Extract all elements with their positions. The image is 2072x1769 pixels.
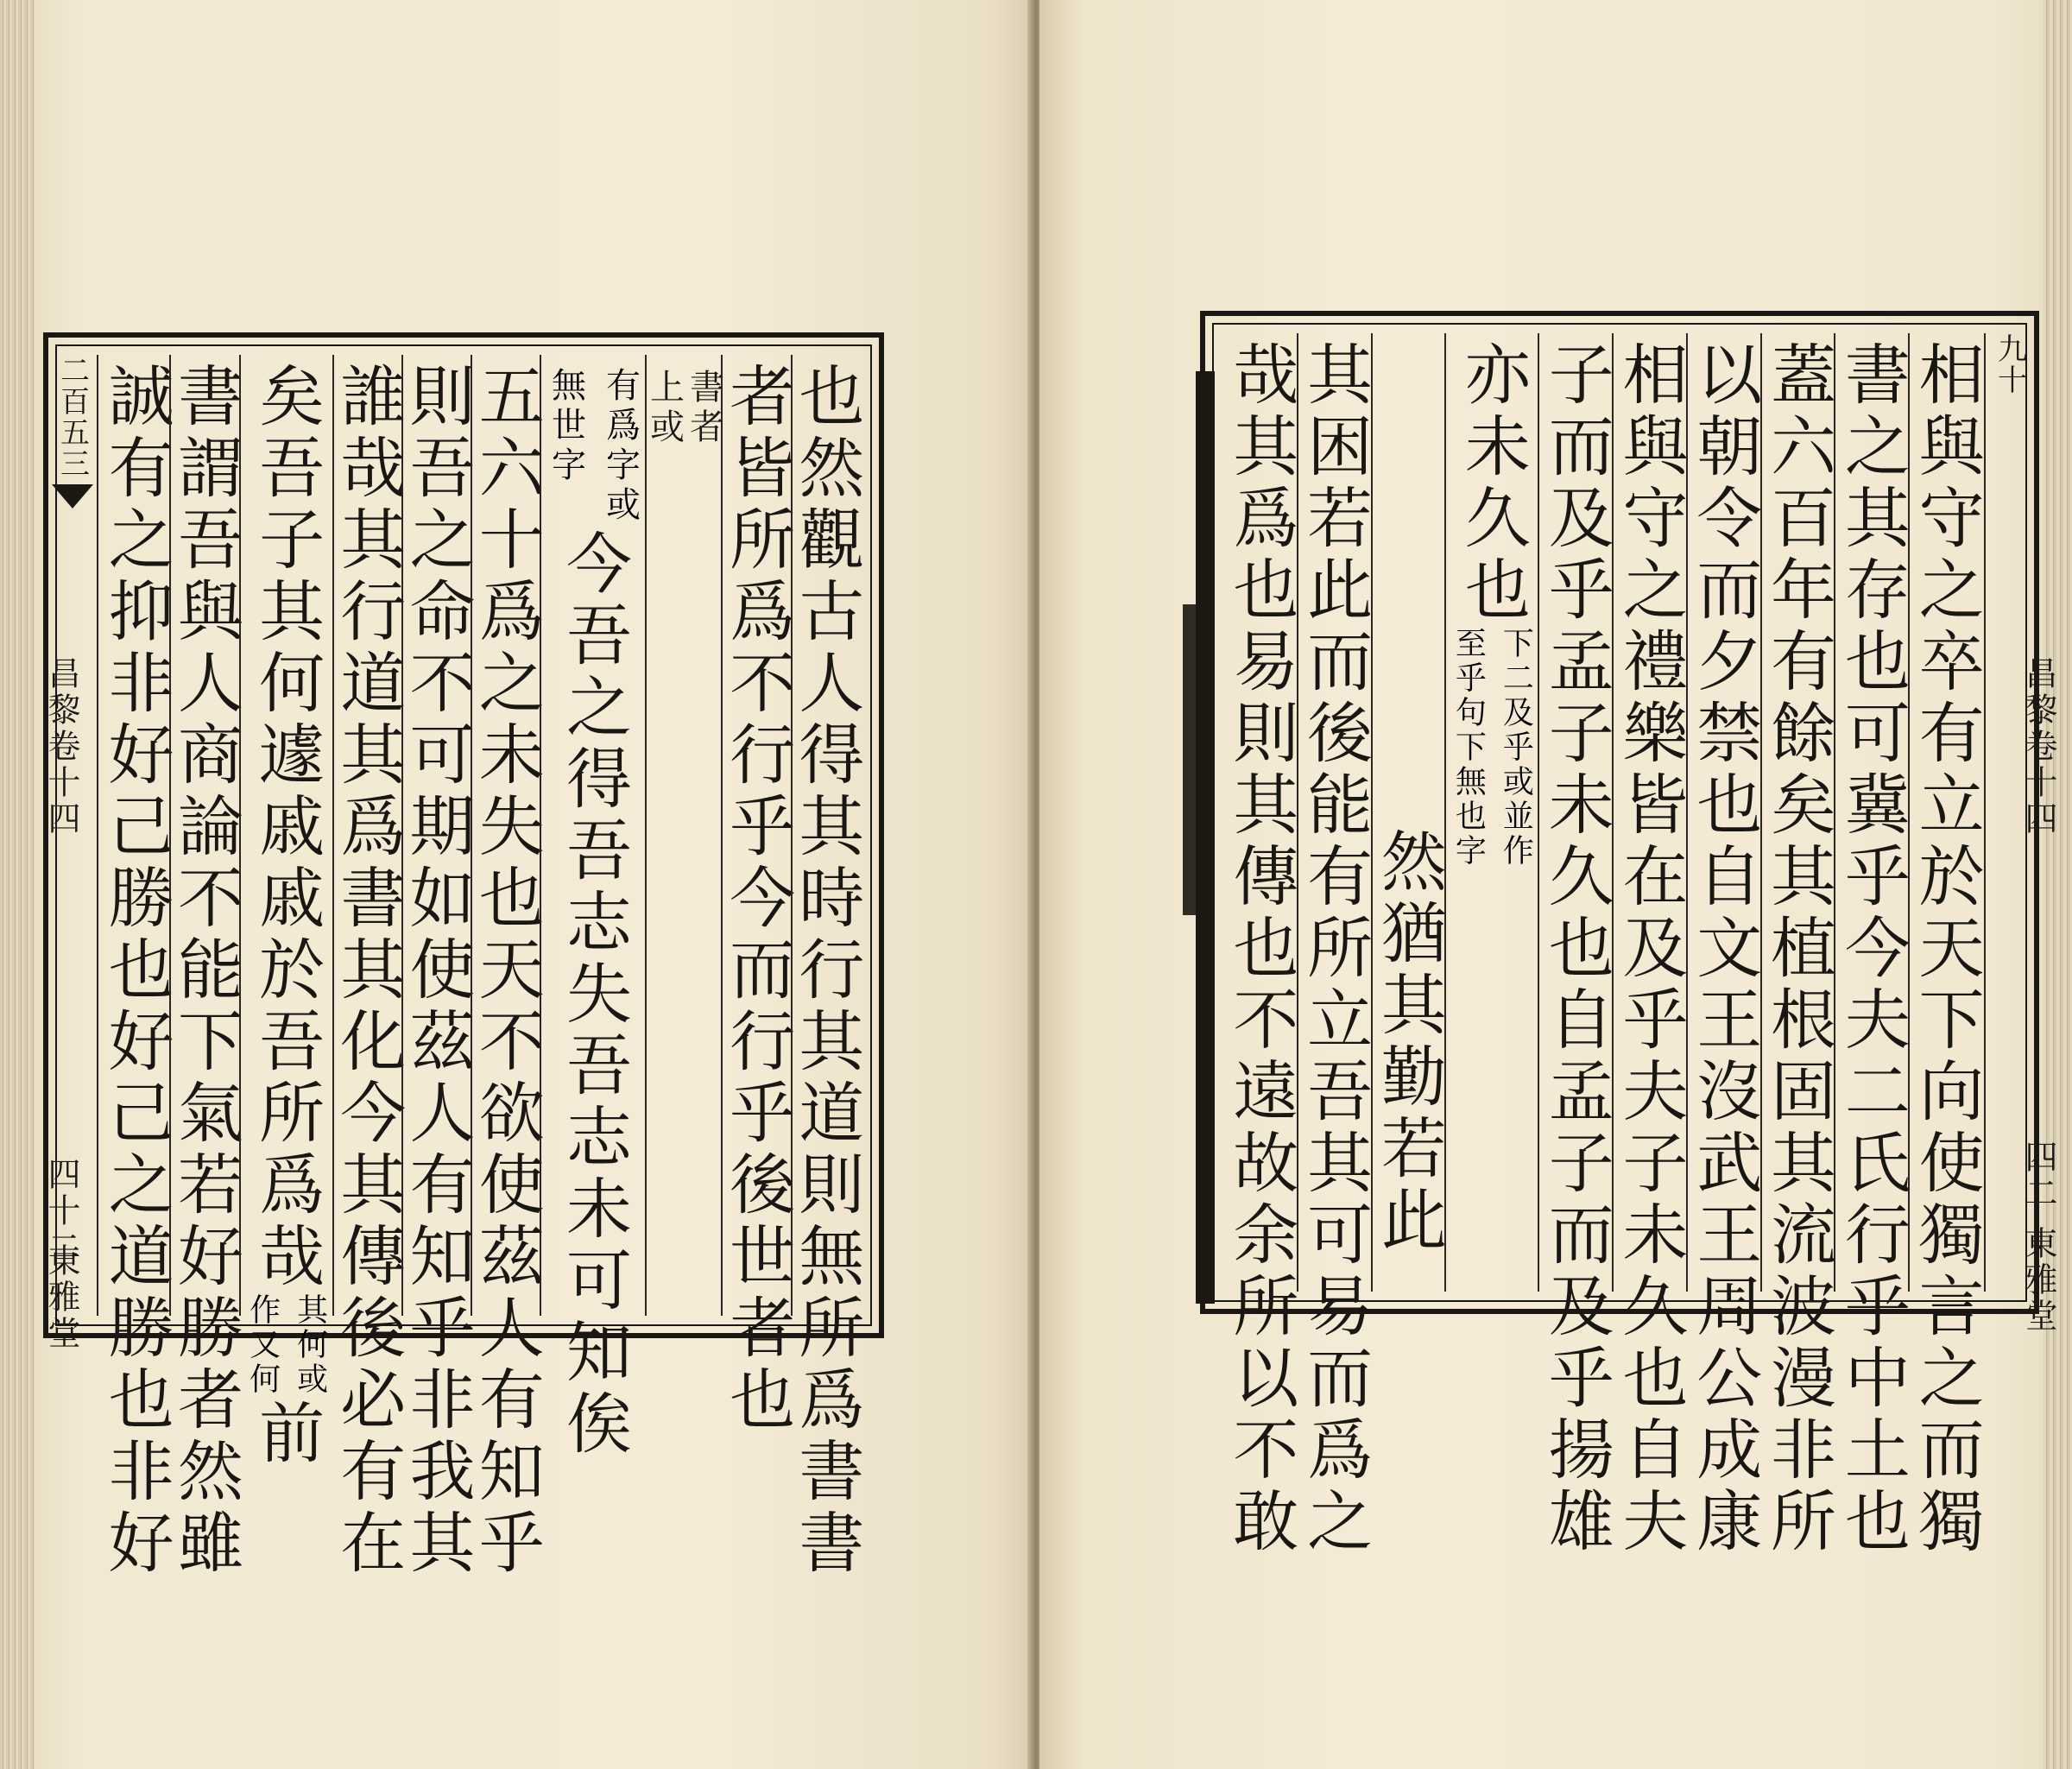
column: [1538, 333, 1615, 1558]
annotation-pair: [541, 355, 645, 526]
column-text: 相與守之卒有立於天下向使獨言之而獨: [1908, 340, 1986, 1558]
column-text: 誠有之抑非好己勝也好己之道勝也非好: [98, 362, 175, 1580]
column: [1222, 333, 1299, 1558]
annotation-column: [644, 355, 724, 1316]
edge-title-left: 昌黎卷十四: [42, 656, 80, 837]
column: [718, 355, 796, 1437]
column-with-note: [540, 355, 645, 1461]
annotation-line: 作又何: [244, 1293, 281, 1397]
column-text: 書謂吾與人商論不能下氣若好勝者然雖: [167, 362, 244, 1580]
right-folio-number: 九十: [1992, 333, 2027, 395]
column: [399, 355, 477, 1580]
column-text: 五六十爲之未失也天不欲使茲人有知乎: [468, 362, 546, 1580]
column-text: 然猶其勤若此: [1370, 827, 1448, 1257]
annotation-pair: [241, 1293, 332, 1397]
column: [167, 355, 244, 1580]
column: [1908, 333, 1986, 1558]
column-text: 相與守之禮樂皆在及乎夫子未久也自夫: [1611, 340, 1689, 1558]
annotation-line: 上或: [644, 369, 685, 448]
column: [1685, 333, 1763, 1558]
edge-count-right: 四二: [2019, 1140, 2057, 1212]
column-text: 矣吾子其何遽戚戚於吾所爲哉: [248, 362, 325, 1293]
column: [1611, 333, 1689, 1558]
column-text: 蓋六百年有餘矣其植根固其流波漫非所: [1759, 340, 1837, 1558]
page-edges-left: [0, 0, 35, 1769]
edge-publisher-left: 東雅堂: [42, 1243, 80, 1352]
annotation-pair: [1446, 627, 1538, 869]
left-folio-number: 二百五三: [54, 355, 90, 479]
right-margin-strip: [1984, 333, 2034, 1292]
column: [1834, 333, 1911, 1558]
column-text: 今吾之得吾志失吾志未可知俟: [555, 529, 633, 1461]
edge-title-right: 昌黎卷十四: [2019, 656, 2057, 837]
column-text: 前: [248, 1399, 325, 1470]
ink-bleed-patch: [1183, 604, 1198, 915]
left-text-frame: [43, 332, 884, 1580]
column-text: 以朝令而夕禁也自文王沒武王周公成康: [1685, 340, 1763, 1558]
annotation-line: 至乎句下無也字: [1450, 627, 1487, 869]
column-text: 書之其存也可冀乎今夫二氏行乎中土也: [1834, 340, 1911, 1558]
left-columns: [98, 355, 865, 1580]
edge-publisher-right: 東雅堂: [2019, 1226, 2057, 1335]
column-text: 者皆所爲不行乎今而行乎後世者也: [718, 362, 796, 1437]
column-text: 亦未久也: [1454, 340, 1532, 627]
annotation-line: 有爲字或: [600, 367, 641, 526]
column: [787, 355, 865, 1580]
annotation-line: 其何或: [292, 1293, 328, 1397]
column-with-note: [1444, 333, 1538, 1292]
left-page: [0, 0, 1033, 1769]
annotation-line: 下二及乎或並作: [1498, 627, 1534, 869]
column-with-note: [239, 355, 332, 1470]
column-text: 也然觀古人得其時行其道則無所爲書書: [787, 362, 865, 1580]
column: [1370, 333, 1448, 1292]
column: [1296, 333, 1374, 1558]
column-text: 誰哉其行道其爲書其化今其傳後必有在: [329, 362, 407, 1580]
annotation-line: 無世字: [546, 367, 586, 486]
left-margin-strip: [48, 355, 98, 1316]
edge-count-left: 四十二: [42, 1157, 80, 1266]
annotation-line: 書者: [684, 369, 724, 448]
column-text: 子而及乎孟子未久也自孟子而及乎揚雄: [1538, 340, 1615, 1558]
page-edges-right: [2043, 0, 2072, 1769]
column-text: 哉其爲也易則其傳也不遠故余所以不敢: [1222, 340, 1299, 1558]
column: [98, 355, 175, 1580]
column-text: 其困若此而後能有所立吾其可易而爲之: [1296, 340, 1374, 1558]
right-columns: [1222, 333, 1986, 1558]
column: [329, 355, 407, 1580]
column: [468, 355, 546, 1580]
column-text: 則吾之命不可期如使茲人有知乎非我其: [399, 362, 477, 1580]
fish-tail-mark: [52, 484, 93, 509]
column: [1759, 333, 1837, 1558]
